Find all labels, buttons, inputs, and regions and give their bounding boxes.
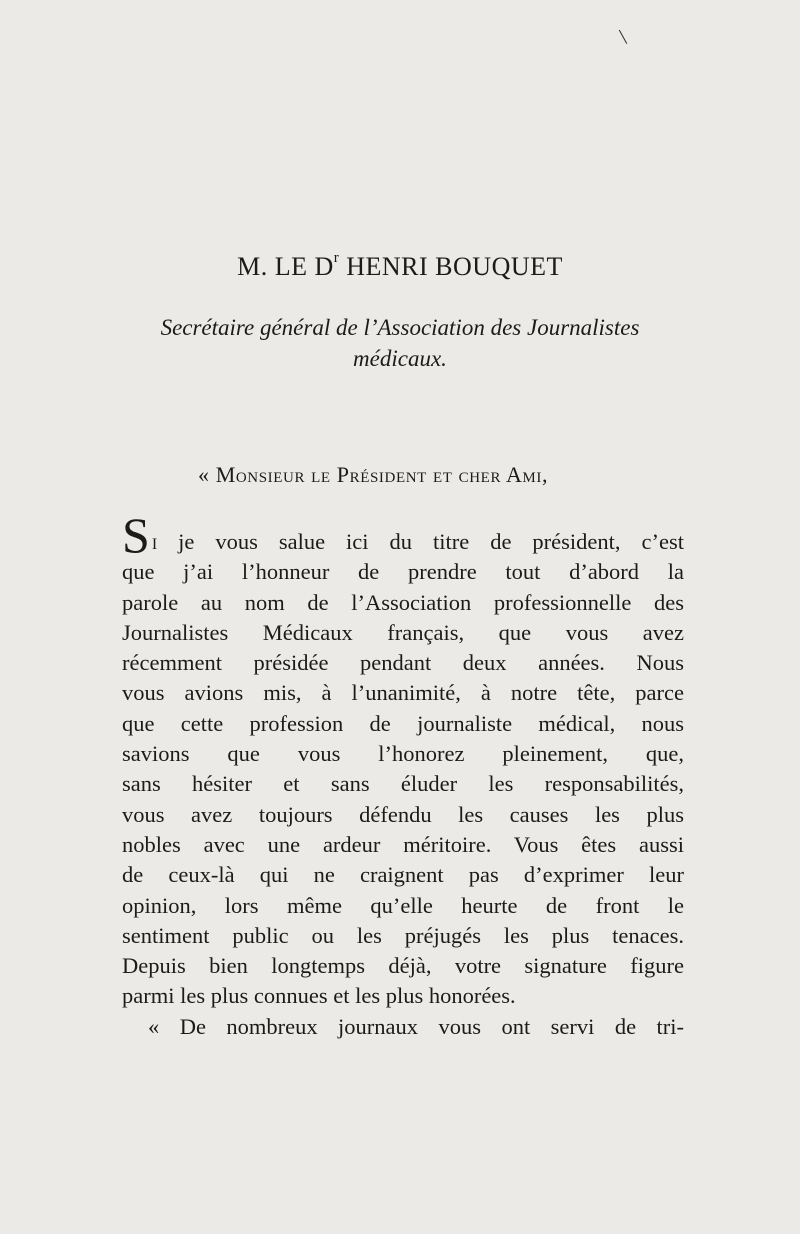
salutation	[198, 462, 548, 488]
paragraph-line: vous avions mis, à l’unanimité, à notre tête, parce	[122, 680, 684, 706]
paragraph-line: vous avez toujours défendu les causes les plus	[122, 801, 684, 827]
corner-mark: \	[617, 23, 629, 50]
salutation-quote: «	[198, 462, 216, 487]
next-paragraph-line: « De nombreux journaux vous ont servi de tri-	[148, 1013, 684, 1039]
salutation-text: Monsieur le Président et cher Ami,	[215, 462, 549, 487]
paragraph-line-1	[122, 507, 684, 563]
page-title	[0, 252, 800, 282]
paragraph-line: Depuis bien longtemps déjà, votre signature figure	[122, 953, 684, 979]
paragraph-line: opinion, lors même qu’elle heurte de front le	[122, 892, 684, 918]
paragraph-line: récemment présidée pendant deux années. Nous	[122, 650, 684, 676]
paragraph-line: parmi les plus connues et les plus honorées.	[122, 983, 516, 1009]
paragraph-line: nobles avec une ardeur méritoire. Vous êtes aussi	[122, 831, 684, 857]
body-paragraph	[122, 507, 684, 1042]
paragraph-line: Journalistes Médicaux français, que vous avez	[122, 619, 684, 645]
title-superscript: r	[333, 250, 340, 266]
paragraph-line-text: je vous salue ici du titre de président, c’est	[157, 529, 684, 554]
paragraph-line: de ceux-là qui ne craignent pas d’exprimer leur	[122, 862, 684, 888]
paragraph-line: parole au nom de l’Association professionnelle des	[122, 589, 684, 615]
title-suffix: HENRI BOUQUET	[339, 252, 563, 281]
paragraph-line: sans hésiter et sans éluder les responsabilités,	[122, 771, 684, 797]
paragraph-line: que cette profession de journaliste médical, nous	[122, 710, 684, 736]
subtitle-line-2: médicaux.	[353, 346, 447, 371]
paragraph-line: sentiment public ou les préjugés les plus tenaces.	[122, 922, 684, 948]
paragraph-line: que j’ai l’honneur de prendre tout d’abord la	[122, 559, 684, 585]
paragraph-line: savions que vous l’honorez pleinement, que,	[122, 741, 684, 767]
title-prefix: M. LE D	[237, 252, 334, 281]
drop-cap-rest: i	[151, 529, 158, 554]
subtitle-line-1: Secrétaire général de l’Association des Journalistes	[160, 315, 640, 340]
drop-cap: S	[122, 507, 150, 563]
page-subtitle	[110, 312, 690, 374]
